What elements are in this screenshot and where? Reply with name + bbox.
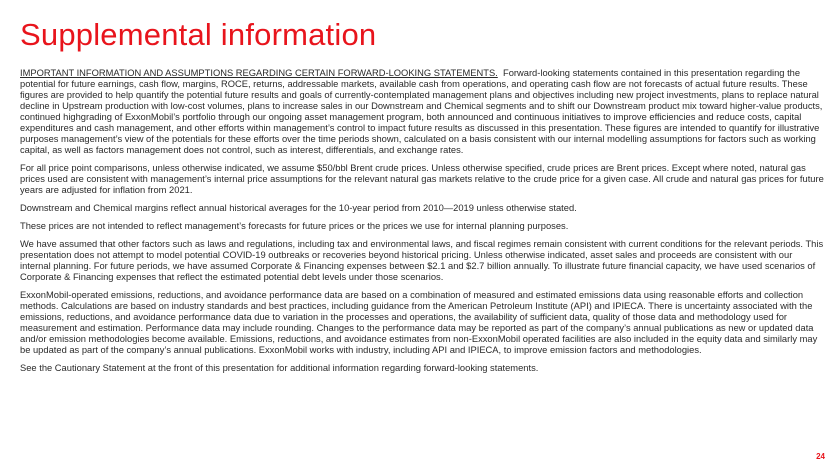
paragraph-emissions: ExxonMobil-operated emissions, reductions, and avoidance performance data are based on a combination of measured and estimated emissions data using reasonable efforts and collection methods. Calculations are based on industry standards and best practices, including guidance from the American Petroleum Institute (API) and IPIECA. There is uncertainty associated with the emissions, reductions, and avoidance performance data due to variation in the processes and operations, the availability of sufficient data, quality of those data and methodology used for measurement and estimation. Performance data may include rounding. Changes to the performance data may be reported as part of the company’s annual publications as new or updated data and/or emission methodologies become available. Emissions, reductions, and avoidance estimates from non-ExxonMobil operated facilities are also included in the equity data and similarly may be updated as part of the company’s annual publications. ExxonMobil works with industry, including API and IPIECA, to improve emission factors and methodologies.	[20, 290, 818, 355]
paragraph-price-assumptions: For all price point comparisons, unless otherwise indicated, we assume $50/bbl Brent crude prices. Unless otherwise specified, crude prices are Brent prices. Except where noted, natural gas prices used are consistent with management’s internal price assumptions for the relevant natural gas markets relative to the crude price for a given case. All crude and natural gas prices for future years are adjusted for inflation from 2021.	[20, 162, 824, 195]
paragraph-other-factors: We have assumed that other factors such as laws and regulations, including tax and environmental laws, and fiscal regimes remain consistent with current conditions for the relevant periods. This presentation does not attempt to model potential COVID-19 outbreaks or recoveries beyond historical pricing. Unless otherwise indicated, asset sales and proceeds are consistent with our internal planning. For future periods, we have assumed Corporate & Financing expenses between $2.1 and $2.7 billion annually. To illustrate future financial capacity, we have used scenarios of Corporate & Financing expenses that reflect the estimated potential debt levels under those scenarios.	[20, 239, 824, 282]
forward-looking-text: Forward-looking statements contained in this presentation regarding the potential for future earnings, cash flow, margins, ROCE, returns, addressable markets, available cash from operations, and operating cash flow are not forecasts of actual future results. These figures are provided to help quantify the potential future results and goals of currently-contemplated management plans and objectives including new project investments, plans to replace natural decline in Upstream production with low-cost volumes, plans to increase sales in our Downstream and Chemical segments and to shift our Downstream product mix toward higher-value products, continued highgrading of ExxonMobil’s portfolio through our ongoing asset management program, both announced and continuous initiatives to improve efficiencies and reduce costs, capital expenditures and cash management, and other efforts within management’s control to impact future results as discussed in this presentation. These figures are intended to quantify for illustrative purposes management’s view of the potentials for these efforts over the time periods shown, calculated on a basis consistent with our internal modelling assumptions for factors such as working capital, as well as factors management does not control, such as interest, differentials, and exchange rates.	[20, 68, 823, 155]
paragraph-margins: Downstream and Chemical margins reflect annual historical averages for the 10-year period from 2010—2019 unless otherwise stated.	[20, 202, 577, 213]
page-title: Supplemental information	[20, 17, 377, 52]
paragraph-forward-looking	[20, 68, 825, 156]
paragraph-prices-disclaimer: These prices are not intended to reflect management’s forecasts for future prices or the prices we use for internal planning purposes.	[20, 221, 569, 231]
forward-looking-heading: IMPORTANT INFORMATION AND ASSUMPTIONS REGARDING CERTAIN FORWARD-LOOKING STATEMENTS.	[20, 68, 498, 78]
body-text	[20, 68, 825, 381]
paragraph-cautionary: See the Cautionary Statement at the front of this presentation for additional information regarding forward-looking statements.	[20, 363, 539, 374]
page-number: 24	[816, 452, 825, 461]
